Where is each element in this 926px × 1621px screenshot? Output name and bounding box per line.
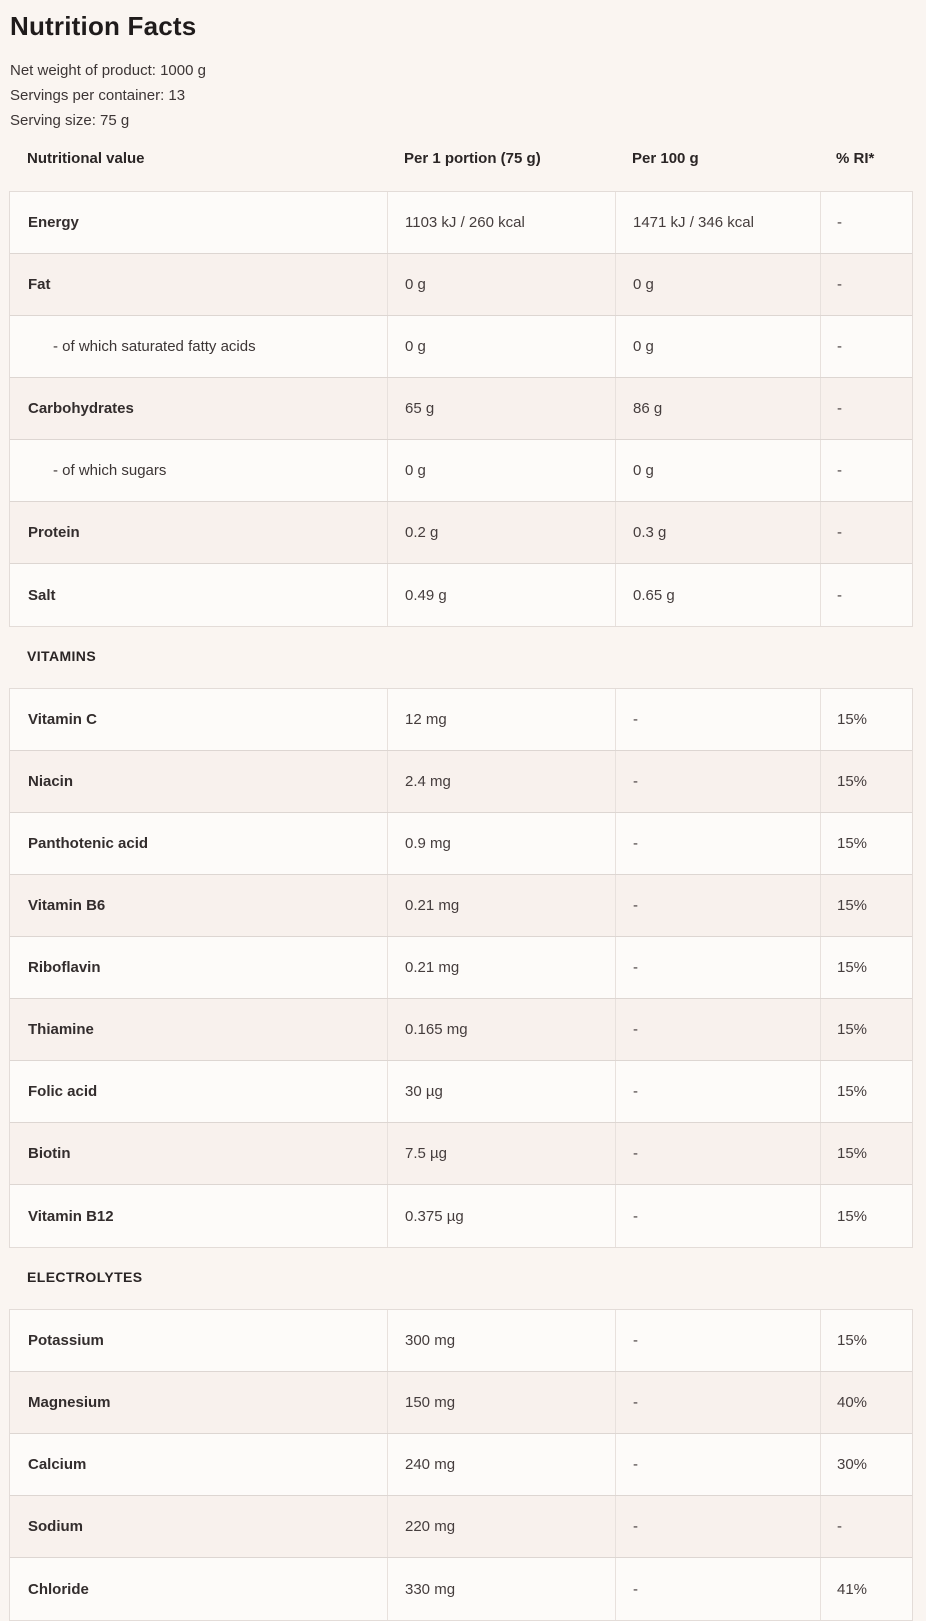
cell-label: Folic acid	[28, 1083, 98, 1100]
table-column-headers	[9, 147, 926, 171]
cell-percent-ri: 15%	[820, 751, 912, 812]
cell-per-portion: 12 mg	[387, 689, 615, 750]
cell-label: Chloride	[28, 1580, 89, 1598]
cell-percent-ri: 15%	[820, 999, 912, 1060]
cell-per-100g: -	[615, 813, 820, 874]
table-row	[10, 502, 912, 564]
cell-percent-ri: -	[820, 1496, 912, 1557]
cell-percent-ri: 40%	[820, 1372, 912, 1433]
cell-per-100g: -	[615, 1123, 820, 1184]
cell-per-100g: -	[615, 689, 820, 750]
servings-per-container-text: Servings per container: 13	[10, 87, 186, 104]
table-row	[10, 254, 912, 316]
cell-label: - of which saturated fatty acids	[53, 338, 256, 355]
cell-label: Vitamin C	[28, 711, 97, 728]
cell-per-portion: 330 mg	[387, 1558, 615, 1620]
cell-per-portion: 0.49 g	[387, 564, 615, 626]
table-row	[10, 999, 912, 1061]
cell-per-portion: 0 g	[387, 440, 615, 501]
table-row	[10, 813, 912, 875]
vitamins-table	[9, 688, 913, 1248]
col-header-per-portion: Per 1 portion (75 g)	[404, 150, 541, 167]
cell-label: Riboflavin	[28, 959, 101, 976]
macronutrients-table	[9, 191, 913, 627]
electrolytes-table	[9, 1309, 913, 1621]
table-row	[10, 564, 912, 626]
cell-per-100g: -	[615, 875, 820, 936]
cell-per-100g: -	[615, 937, 820, 998]
table-row	[10, 1558, 912, 1620]
cell-label: Potassium	[28, 1332, 104, 1349]
cell-label: Protein	[28, 524, 80, 541]
cell-per-portion: 0 g	[387, 254, 615, 315]
col-header-nutritional-value: Nutritional value	[27, 150, 145, 167]
cell-label: Fat	[28, 276, 51, 293]
cell-per-100g: -	[615, 1496, 820, 1557]
cell-percent-ri: 15%	[820, 1123, 912, 1184]
cell-per-portion: 220 mg	[387, 1496, 615, 1557]
cell-label: Calcium	[28, 1456, 87, 1473]
cell-per-100g: -	[615, 1434, 820, 1495]
cell-label: Thiamine	[28, 1021, 94, 1038]
cell-per-portion: 2.4 mg	[387, 751, 615, 812]
page-title: Nutrition Facts	[10, 11, 197, 41]
cell-label: Magnesium	[28, 1394, 111, 1411]
cell-per-100g: 0 g	[615, 254, 820, 315]
cell-per-portion: 240 mg	[387, 1434, 615, 1495]
cell-label: - of which sugars	[53, 462, 167, 479]
net-weight-text: Net weight of product: 1000 g	[10, 62, 206, 79]
cell-percent-ri: 15%	[820, 937, 912, 998]
cell-percent-ri: 15%	[820, 1310, 912, 1371]
cell-percent-ri: 41%	[820, 1558, 912, 1620]
table-row	[10, 1123, 912, 1185]
cell-label: Panthotenic acid	[28, 835, 149, 852]
cell-per-100g: -	[615, 1061, 820, 1122]
col-header-percent-ri: % RI*	[836, 150, 875, 167]
cell-per-portion: 0.21 mg	[387, 937, 615, 998]
serving-size-text: Serving size: 75 g	[10, 112, 130, 129]
electrolytes-heading: ELECTROLYTES	[27, 1269, 143, 1285]
cell-per-100g: 0 g	[615, 440, 820, 501]
cell-per-100g: 86 g	[615, 378, 820, 439]
cell-per-100g: -	[615, 1185, 820, 1247]
cell-label: Niacin	[28, 773, 74, 790]
cell-percent-ri: 30%	[820, 1434, 912, 1495]
cell-percent-ri: 15%	[820, 1185, 912, 1247]
cell-per-portion: 0 g	[387, 316, 615, 377]
nutrition-facts-panel	[0, 10, 926, 1621]
table-row	[10, 1372, 912, 1434]
table-row	[10, 192, 912, 254]
vitamins-heading: VITAMINS	[27, 648, 97, 664]
cell-per-portion: 1103 kJ / 260 kcal	[387, 192, 615, 253]
table-row	[10, 875, 912, 937]
cell-label: Vitamin B12	[28, 1207, 114, 1225]
cell-per-100g: 0.65 g	[615, 564, 820, 626]
cell-per-100g: 0.3 g	[615, 502, 820, 563]
table-row	[10, 1496, 912, 1558]
table-row	[10, 751, 912, 813]
cell-per-portion: 0.9 mg	[387, 813, 615, 874]
cell-label: Carbohydrates	[28, 400, 134, 417]
table-row	[10, 1434, 912, 1496]
table-row	[10, 1310, 912, 1372]
cell-percent-ri: 15%	[820, 1061, 912, 1122]
cell-label: Salt	[28, 586, 56, 604]
cell-percent-ri: -	[820, 316, 912, 377]
cell-per-portion: 150 mg	[387, 1372, 615, 1433]
cell-per-portion: 0.375 µg	[387, 1185, 615, 1247]
cell-percent-ri: -	[820, 378, 912, 439]
table-row	[10, 937, 912, 999]
cell-label: Sodium	[28, 1518, 83, 1535]
table-row	[10, 378, 912, 440]
cell-per-portion: 30 µg	[387, 1061, 615, 1122]
table-row	[10, 440, 912, 502]
cell-per-100g: 1471 kJ / 346 kcal	[615, 192, 820, 253]
col-header-per-100g: Per 100 g	[632, 150, 699, 167]
cell-percent-ri: 15%	[820, 813, 912, 874]
cell-per-100g: -	[615, 999, 820, 1060]
table-row	[10, 1061, 912, 1123]
cell-per-portion: 65 g	[387, 378, 615, 439]
cell-per-100g: -	[615, 1558, 820, 1620]
cell-per-portion: 0.165 mg	[387, 999, 615, 1060]
product-meta	[10, 58, 926, 133]
cell-label: Vitamin B6	[28, 897, 106, 914]
cell-per-portion: 0.2 g	[387, 502, 615, 563]
cell-per-portion: 7.5 µg	[387, 1123, 615, 1184]
cell-percent-ri: -	[820, 254, 912, 315]
cell-per-portion: 0.21 mg	[387, 875, 615, 936]
cell-label: Biotin	[28, 1145, 71, 1162]
cell-percent-ri: 15%	[820, 875, 912, 936]
cell-per-100g: -	[615, 1372, 820, 1433]
cell-label: Energy	[28, 214, 79, 231]
table-row	[10, 316, 912, 378]
cell-per-100g: -	[615, 751, 820, 812]
cell-per-100g: -	[615, 1310, 820, 1371]
cell-per-100g: 0 g	[615, 316, 820, 377]
table-row	[10, 1185, 912, 1247]
cell-per-portion: 300 mg	[387, 1310, 615, 1371]
cell-percent-ri: -	[820, 192, 912, 253]
cell-percent-ri: -	[820, 440, 912, 501]
table-row	[10, 689, 912, 751]
cell-percent-ri: 15%	[820, 689, 912, 750]
cell-percent-ri: -	[820, 564, 912, 626]
cell-percent-ri: -	[820, 502, 912, 563]
